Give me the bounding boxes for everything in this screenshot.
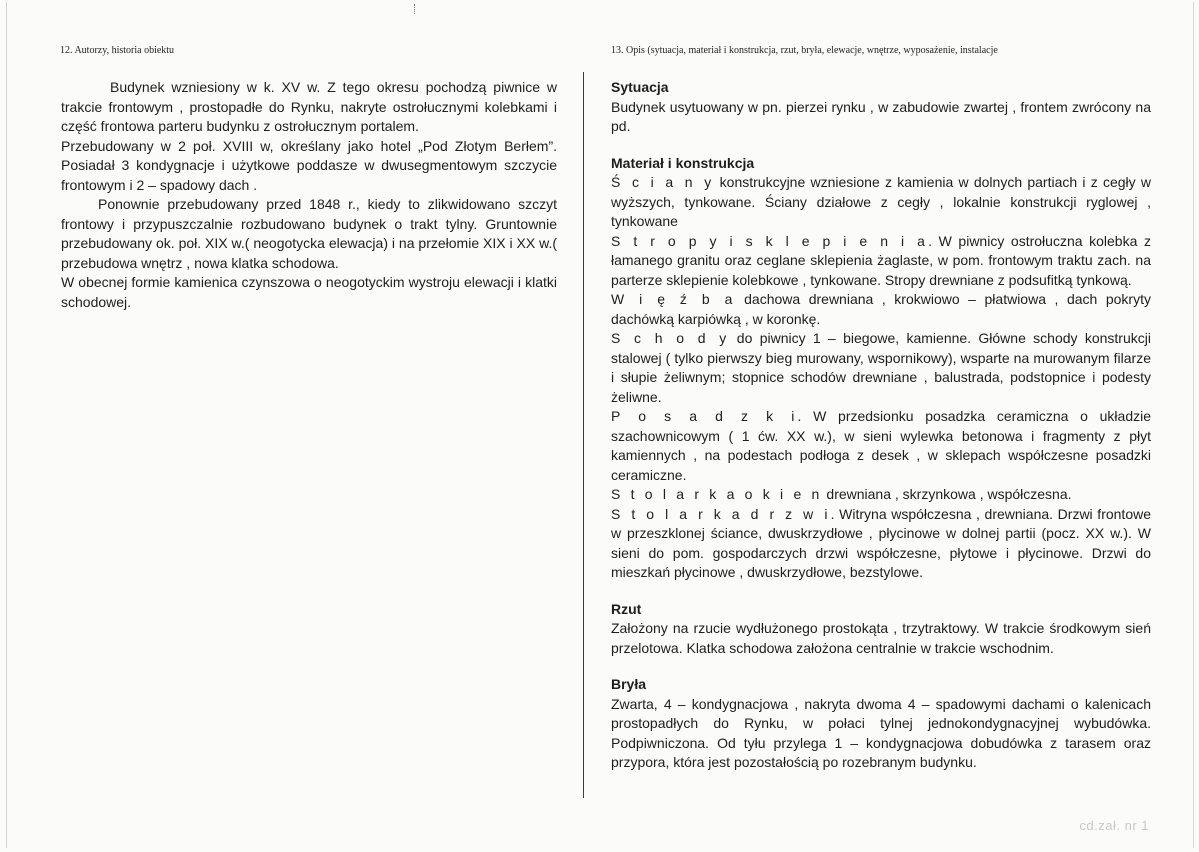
right-column — [611, 44, 1151, 790]
section-rzut — [611, 600, 1151, 659]
schody-paragraph — [611, 329, 1151, 407]
section-title-sytuacja: Sytuacja — [611, 79, 669, 95]
posadzki-text: . W przedsionku posadzka ceramiczna o układzie szachownicowym ( 1 ćw. XX w.), w sieni wylewka betonowa i fragmenty z płyt kamiennych , na podestach podłoga z desek , w sklepach współczesne posadzki ceramiczne. — [611, 408, 1152, 483]
section-bryla — [611, 675, 1151, 773]
stropy-label: S t r o p y i s k l e p i e n i a — [611, 232, 929, 249]
section-title-bryla: Bryła — [611, 676, 647, 692]
stropy-text: . W piwnicy ostrołuczna kolebka z łamanego granitu oraz ceglane sklepienia żaglaste, w pom. frontowym traktu zach. na parterze sklepienie kolebkowe , tynkowane. Stropy drewniane z podsufitką tynkową. — [611, 232, 1151, 288]
attachment-mark: cd.zał. nr 1 — [1079, 818, 1149, 833]
stolarka-okien-paragraph — [611, 485, 1151, 505]
history-paragraph-1: Budynek wzniesiony w k. XV w. Z tego okresu pochodzą piwnice w trakcie frontowym , prostopadłe do Rynku, nakryte ostrołucznymi kolebkami i część frontowa parteru budynku z ostrołucznym portalem. — [61, 79, 557, 134]
section-title-rzut: Rzut — [611, 600, 642, 617]
sytuacja-text: Budynek usytuowany w pn. pierzei rynku , w zabudowie zwartej , frontem zwrócony na pd. — [611, 98, 1151, 134]
stolarka-drzwi-text: . Witryna współczesna , drewniana. Drzwi frontowe w przeszklonej ściance, dwuskrzydłowe , płycinowe w dolnej partii (pocz. XX w.). W sieni do pom. gospodarczych drzwi współczesne, płytowe i płycinowe. Drzwi do mieszkań płycinowe , dwuskrzydłowe, bezstylowe. — [611, 505, 1151, 580]
section-material — [611, 154, 1151, 583]
section-sytuacja — [611, 78, 1151, 137]
wiezba-text: dachowa drewniana , krokwiowo – płatwiowa , dach pokryty dachówką karpiówką , w koronkę. — [611, 291, 1151, 327]
bryla-text: Zwarta, 4 – kondygnacjowa , nakryta dwoma 4 – spadowymi dachami o kalenicach prostopadłych do Rynku, w połaci tylnej jednokondygnacyjnej wybudówka. Podpiwniczona. Od tyłu przylega 1 – kondygnacjowa dobudówka z tarasem oraz przypora, która jest pozostałością po rozebranym budynku. — [611, 695, 1151, 770]
stolarka-okien-label: S t o l a r k a o k i e n — [611, 486, 823, 502]
stolarka-okien-text: drewniana , skrzynkowa , współczesna. — [822, 486, 1072, 502]
rzut-text: Założony na rzucie wydłużonego prostokąta , trzytraktowy. W trakcie środkowym sień przelotowa. Klatka schodowa założona centralnie w trakcie wschodnim. — [611, 620, 1151, 656]
schody-label: S c h o d y — [611, 330, 730, 346]
schody-text: do piwnicy 1 – biegowe, kamienne. Główne schody konstrukcji stalowej ( tylko pierwszy bieg murowany, wspornikowy), wsparte na murowanym filarze i słupie żeliwnym; stopnice schodów drewniane , balustrada, podstopnice i podesty żeliwne. — [611, 330, 1151, 405]
right-column-header: 13. Opis (sytuacja, materiał i konstrukcja, rzut, bryła, elewacje, wnętrze, wyposażenie, instalacje — [611, 45, 998, 56]
history-paragraph-2: Przebudowany w 2 poł. XVIII w, określany jako hotel „Pod Złotym Berłem”. Posiadał 3 kondygnacje i użytkowe poddasze w dwusegmentowym szczycie frontowym i 2 – spadowy dach . — [61, 137, 557, 193]
left-column — [61, 44, 557, 312]
section-title-material: Materiał i konstrukcja — [611, 154, 755, 171]
posadzki-label: P o s a d z k i — [611, 408, 798, 424]
history-paragraph-3: Ponownie przebudowany przed 1848 r., kiedy to zlikwidowano szczyt frontowy i przypuszczalnie rozbudowano budynek o trakt tylny. Gruntownie przebudowany ok. poł. XIX w.( neogotycka elewacja) i na przełomie XIX i XX w.( przebudowa wnętrz , nowa klatka schodowa. — [61, 196, 557, 271]
stropy-paragraph — [611, 232, 1151, 291]
wiezba-label: W i ę ź b a — [611, 291, 736, 307]
stolarka-drzwi-paragraph — [611, 505, 1151, 583]
sciany-label: Ś c i a n y — [611, 174, 715, 190]
scan-mark — [414, 4, 417, 14]
sciany-paragraph — [611, 173, 1151, 232]
stolarka-drzwi-label: S t o l a r k a d r z w i — [611, 505, 831, 522]
left-column-header: 12. Autorzy, historia obiektu — [60, 45, 175, 56]
column-divider — [583, 72, 584, 798]
history-paragraph-4: W obecnej formie kamienica czynszowa o neogotyckim wystroju elewacji i klatki schodowej. — [61, 274, 557, 310]
posadzki-paragraph — [611, 407, 1151, 485]
wiezba-paragraph — [611, 290, 1151, 329]
sciany-text: konstrukcyjne wzniesione z kamienia w dolnych partiach i z cegły w wyższych, tynkowane. Ściany działowe z cegły , lokalnie konstrukcji ryglowej , tynkowane — [611, 174, 1151, 229]
